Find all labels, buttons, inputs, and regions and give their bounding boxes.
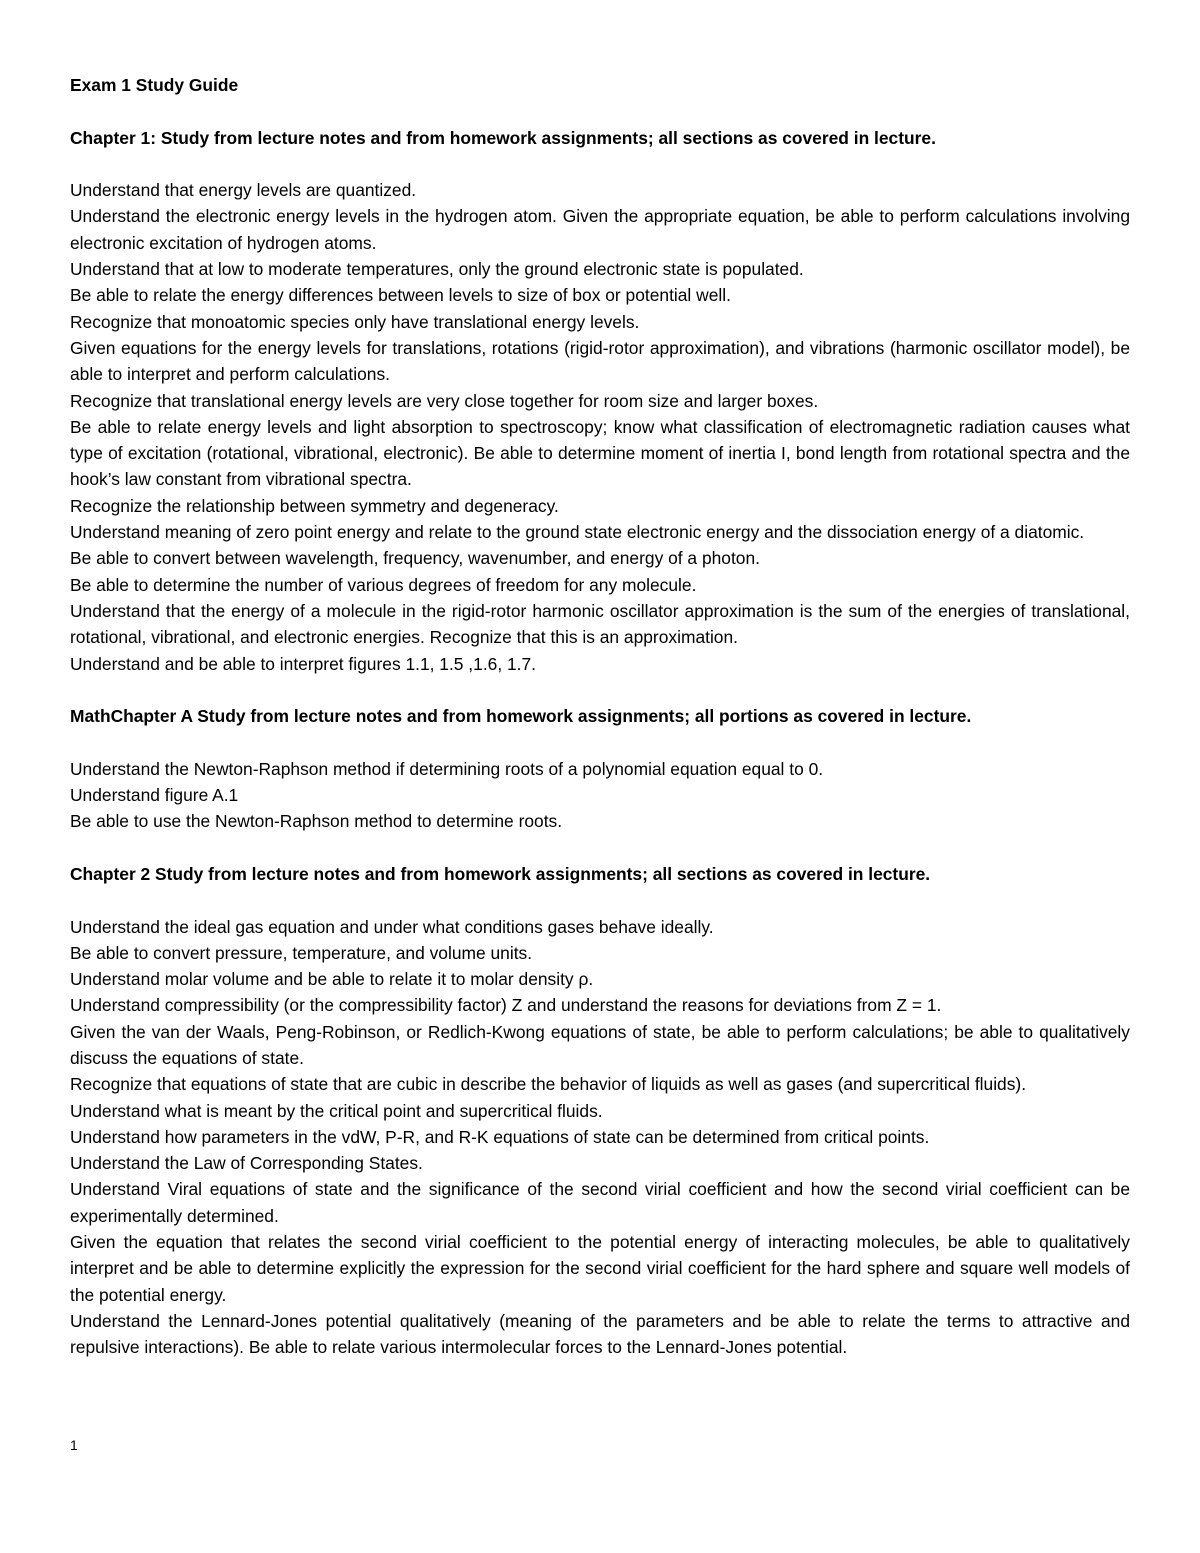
list-item: Understand that energy levels are quantized. — [70, 180, 417, 201]
list-item: Understand that the energy of a molecule in the rigid-rotor harmonic oscillator approximation is the sum of the energies of translational, rotational, vibrational, and electronic energies. Recognize that this is an approximation. — [70, 600, 1130, 648]
list-item: Be able to relate energy levels and light absorption to spectroscopy; know what classification of electromagnetic radiation causes what type of excitation (rotational, vibrational, electronic). Be able to determine moment of inertia I, bond length from rotational spectra and the hook’s law constant from vibrational spectra. — [70, 416, 1130, 490]
section-chapter-1 — [70, 125, 1130, 677]
list-item: Given equations for the energy levels for translations, rotations (rigid-rotor approximation), and vibrations (harmonic oscillator model), be able to interpret and perform calculations. — [70, 337, 1130, 385]
list-item: Understand what is meant by the critical point and supercritical fluids. — [70, 1100, 603, 1121]
list-item: Understand the ideal gas equation and under what conditions gases behave ideally. — [70, 916, 714, 937]
page-number: 1 — [70, 1437, 78, 1453]
section-heading: Chapter 1: Study from lecture notes and from homework assignments; all sections as covered in lecture. — [70, 127, 936, 148]
list-item: Recognize that equations of state that are cubic in describe the behavior of liquids as well as gases (and supercritical fluids). — [70, 1074, 1027, 1095]
document-title: Exam 1 Study Guide — [70, 75, 239, 95]
list-item: Understand and be able to interpret figures 1.1, 1.5 ,1.6, 1.7. — [70, 653, 536, 674]
list-item: Understand that at low to moderate temperatures, only the ground electronic state is populated. — [70, 259, 804, 280]
list-item: Understand molar volume and be able to relate it to molar density ρ. — [70, 969, 594, 990]
list-item: Given the equation that relates the second virial coefficient to the potential energy of interacting molecules, be able to qualitatively interpret and be able to determine explicitly the expression for the second virial coefficient for the hard sphere and square well models of the potential energy. — [70, 1232, 1130, 1305]
list-item: Be able to determine the number of various degrees of freedom for any molecule. — [70, 574, 697, 595]
list-item: Given the van der Waals, Peng-Robinson, or Redlich-Kwong equations of state, be able to perform calculations; be able to qualitatively discuss the equations of state. — [70, 1021, 1130, 1068]
list-item: Understand Viral equations of state and the significance of the second virial coefficient and how the second virial coefficient can be experimentally determined. — [70, 1179, 1130, 1226]
list-item: Understand the electronic energy levels in the hydrogen atom. Given the appropriate equation, be able to perform calculations involving electronic excitation of hydrogen atoms. — [70, 206, 1130, 253]
list-item: Recognize that monoatomic species only have translational energy levels. — [70, 311, 640, 332]
document-content — [70, 72, 1130, 1361]
list-item: Understand compressibility (or the compressibility factor) Z and understand the reasons for deviations from Z = 1. — [70, 995, 942, 1016]
section-heading: MathChapter A Study from lecture notes and from homework assignments; all portions as covered in lecture. — [70, 706, 972, 727]
list-item: Be able to relate the energy differences between levels to size of box or potential well. — [70, 285, 731, 306]
section-chapter-2 — [70, 861, 1130, 1361]
list-item: Be able to use the Newton-Raphson method to determine roots. — [70, 811, 563, 832]
section-heading: Chapter 2 Study from lecture notes and from homework assignments; all sections as covered in lecture. — [70, 863, 931, 884]
list-item: Understand the Lennard-Jones potential qualitatively (meaning of the parameters and be able to relate the terms to attractive and repulsive interactions). Be able to relate various intermolecular forces to the Lennard-Jones potential. — [70, 1310, 1130, 1358]
list-item: Be able to convert pressure, temperature, and volume units. — [70, 942, 533, 963]
section-mathchapter-a — [70, 703, 1130, 834]
list-item: Understand figure A.1 — [70, 785, 239, 806]
list-item: Understand how parameters in the vdW, P-R, and R-K equations of state can be determined from critical points. — [70, 1126, 930, 1147]
list-item: Recognize the relationship between symmetry and degeneracy. — [70, 495, 559, 516]
list-item: Understand the Newton-Raphson method if determining roots of a polynomial equation equal to 0. — [70, 758, 824, 779]
list-item: Recognize that translational energy levels are very close together for room size and larger boxes. — [70, 390, 819, 411]
list-item: Be able to convert between wavelength, frequency, wavenumber, and energy of a photon. — [70, 548, 760, 569]
list-item: Understand the Law of Corresponding States. — [70, 1153, 423, 1174]
list-item: Understand meaning of zero point energy and relate to the ground state electronic energy and the dissociation energy of a diatomic. — [70, 522, 1085, 543]
